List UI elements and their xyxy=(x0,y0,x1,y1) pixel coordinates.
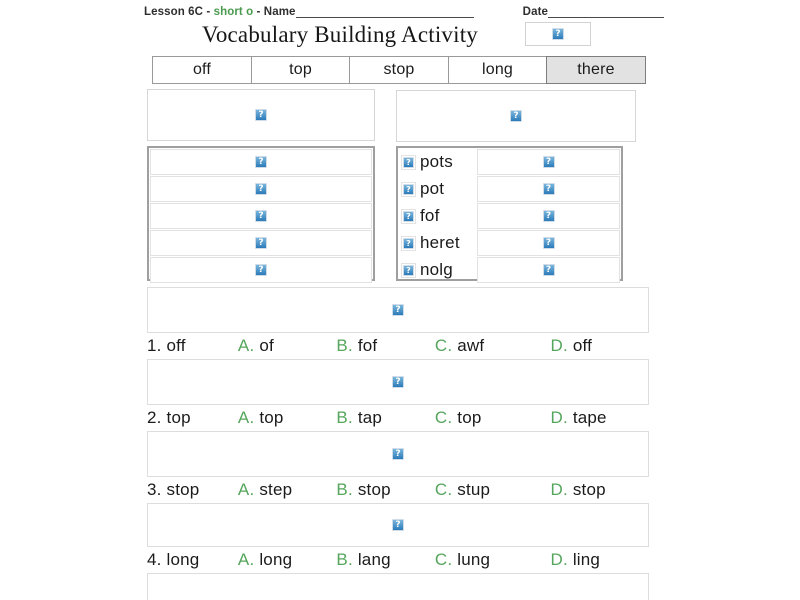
word-entry xyxy=(399,230,477,256)
option-c-3[interactable]: C. stup xyxy=(434,480,491,499)
word-text: nolg xyxy=(420,260,453,279)
word-entry xyxy=(399,149,477,175)
broken-image-icon xyxy=(543,156,555,168)
question-row xyxy=(147,477,649,503)
word-cell-long[interactable]: long xyxy=(448,56,548,84)
broken-image-icon xyxy=(255,210,267,222)
question-image-box xyxy=(147,503,649,547)
word-text: pot xyxy=(420,179,445,198)
left-answer-panel xyxy=(147,146,375,281)
lesson-label: Lesson 6C xyxy=(144,6,207,18)
broken-image-icon xyxy=(401,263,416,278)
broken-image-icon xyxy=(255,237,267,249)
broken-image-icon xyxy=(255,264,267,276)
broken-image-icon xyxy=(543,264,555,276)
word-cell-there[interactable]: there xyxy=(546,56,646,84)
broken-image-icon xyxy=(401,209,416,224)
question-prompt-3: 3. stop xyxy=(147,480,200,499)
broken-image-icon xyxy=(552,28,564,40)
list-item[interactable] xyxy=(399,149,620,175)
option-b-2[interactable]: B. tap xyxy=(336,408,383,427)
broken-image-icon xyxy=(510,110,522,122)
answer-blank[interactable] xyxy=(477,230,620,256)
broken-image-icon xyxy=(392,376,404,388)
option-d-2[interactable]: D. tape xyxy=(550,408,607,427)
list-item[interactable] xyxy=(399,176,620,202)
name-write-line[interactable] xyxy=(296,5,474,18)
question-prompt-4: 4. long xyxy=(147,550,200,569)
option-d-3[interactable]: D. stop xyxy=(550,480,606,499)
broken-image-icon xyxy=(255,183,267,195)
answer-blank[interactable] xyxy=(477,257,620,283)
question-image-box-partial xyxy=(147,573,649,600)
option-a-4[interactable]: A. long xyxy=(237,550,293,569)
left-header-image-box xyxy=(147,89,375,141)
broken-image-icon xyxy=(392,304,404,316)
list-item[interactable] xyxy=(150,176,372,202)
question-image-box xyxy=(147,359,649,405)
word-cell-stop[interactable]: stop xyxy=(349,56,449,84)
option-a-2[interactable]: A. top xyxy=(237,408,284,427)
right-word-panel xyxy=(396,146,623,281)
option-c-2[interactable]: C. top xyxy=(434,408,482,427)
broken-image-icon xyxy=(543,210,555,222)
broken-image-icon xyxy=(255,109,267,121)
option-b-3[interactable]: B. stop xyxy=(336,480,391,499)
option-d-4[interactable]: D. ling xyxy=(550,550,601,569)
option-c-1[interactable]: C. awf xyxy=(434,336,485,355)
word-entry xyxy=(399,257,477,283)
broken-image-icon xyxy=(401,155,416,170)
date-label: Date xyxy=(522,6,548,18)
option-b-4[interactable]: B. lang xyxy=(336,550,391,569)
question-row xyxy=(147,333,649,359)
option-a-1[interactable]: A. of xyxy=(237,336,274,355)
page-title: Vocabulary Building Activity xyxy=(201,22,479,47)
option-b-1[interactable]: B. fof xyxy=(336,336,378,355)
broken-image-icon xyxy=(401,182,416,197)
list-item[interactable] xyxy=(150,149,372,175)
broken-image-icon xyxy=(401,236,416,251)
broken-image-icon xyxy=(392,448,404,460)
list-item[interactable] xyxy=(399,230,620,256)
question-row xyxy=(147,405,649,431)
option-a-3[interactable]: A. step xyxy=(237,480,293,499)
name-label: Name xyxy=(263,6,296,18)
broken-image-icon xyxy=(255,156,267,168)
word-text: fof xyxy=(420,206,440,225)
option-d-1[interactable]: D. off xyxy=(550,336,593,355)
word-entry xyxy=(399,176,477,202)
question-prompt-1: 1. off xyxy=(147,336,186,355)
question-prompt-2: 2. top xyxy=(147,408,191,427)
word-text: pots xyxy=(420,152,453,171)
question-image-box xyxy=(147,431,649,477)
phonics-label: short o xyxy=(213,6,254,18)
word-cell-off[interactable]: off xyxy=(152,56,252,84)
list-item[interactable] xyxy=(399,257,620,283)
worksheet-header xyxy=(144,2,664,18)
list-item[interactable] xyxy=(399,203,620,229)
question-image-box xyxy=(147,287,649,333)
question-row xyxy=(147,547,649,573)
date-image-box xyxy=(525,22,591,46)
header-separator-1: - xyxy=(206,6,214,18)
answer-blank[interactable] xyxy=(477,176,620,202)
word-entry xyxy=(399,203,477,229)
broken-image-icon xyxy=(543,183,555,195)
list-item[interactable] xyxy=(150,257,372,283)
header-separator-2: - xyxy=(253,6,264,18)
word-text: heret xyxy=(420,233,460,252)
list-item[interactable] xyxy=(150,203,372,229)
quiz-section xyxy=(147,287,649,600)
broken-image-icon xyxy=(392,519,404,531)
word-bank-strip xyxy=(152,56,646,84)
answer-blank[interactable] xyxy=(477,203,620,229)
right-header-image-box xyxy=(396,90,636,142)
word-cell-top[interactable]: top xyxy=(251,56,351,84)
date-write-line[interactable] xyxy=(548,5,664,18)
broken-image-icon xyxy=(543,237,555,249)
list-item[interactable] xyxy=(150,230,372,256)
answer-blank[interactable] xyxy=(477,149,620,175)
option-c-4[interactable]: C. lung xyxy=(434,550,491,569)
